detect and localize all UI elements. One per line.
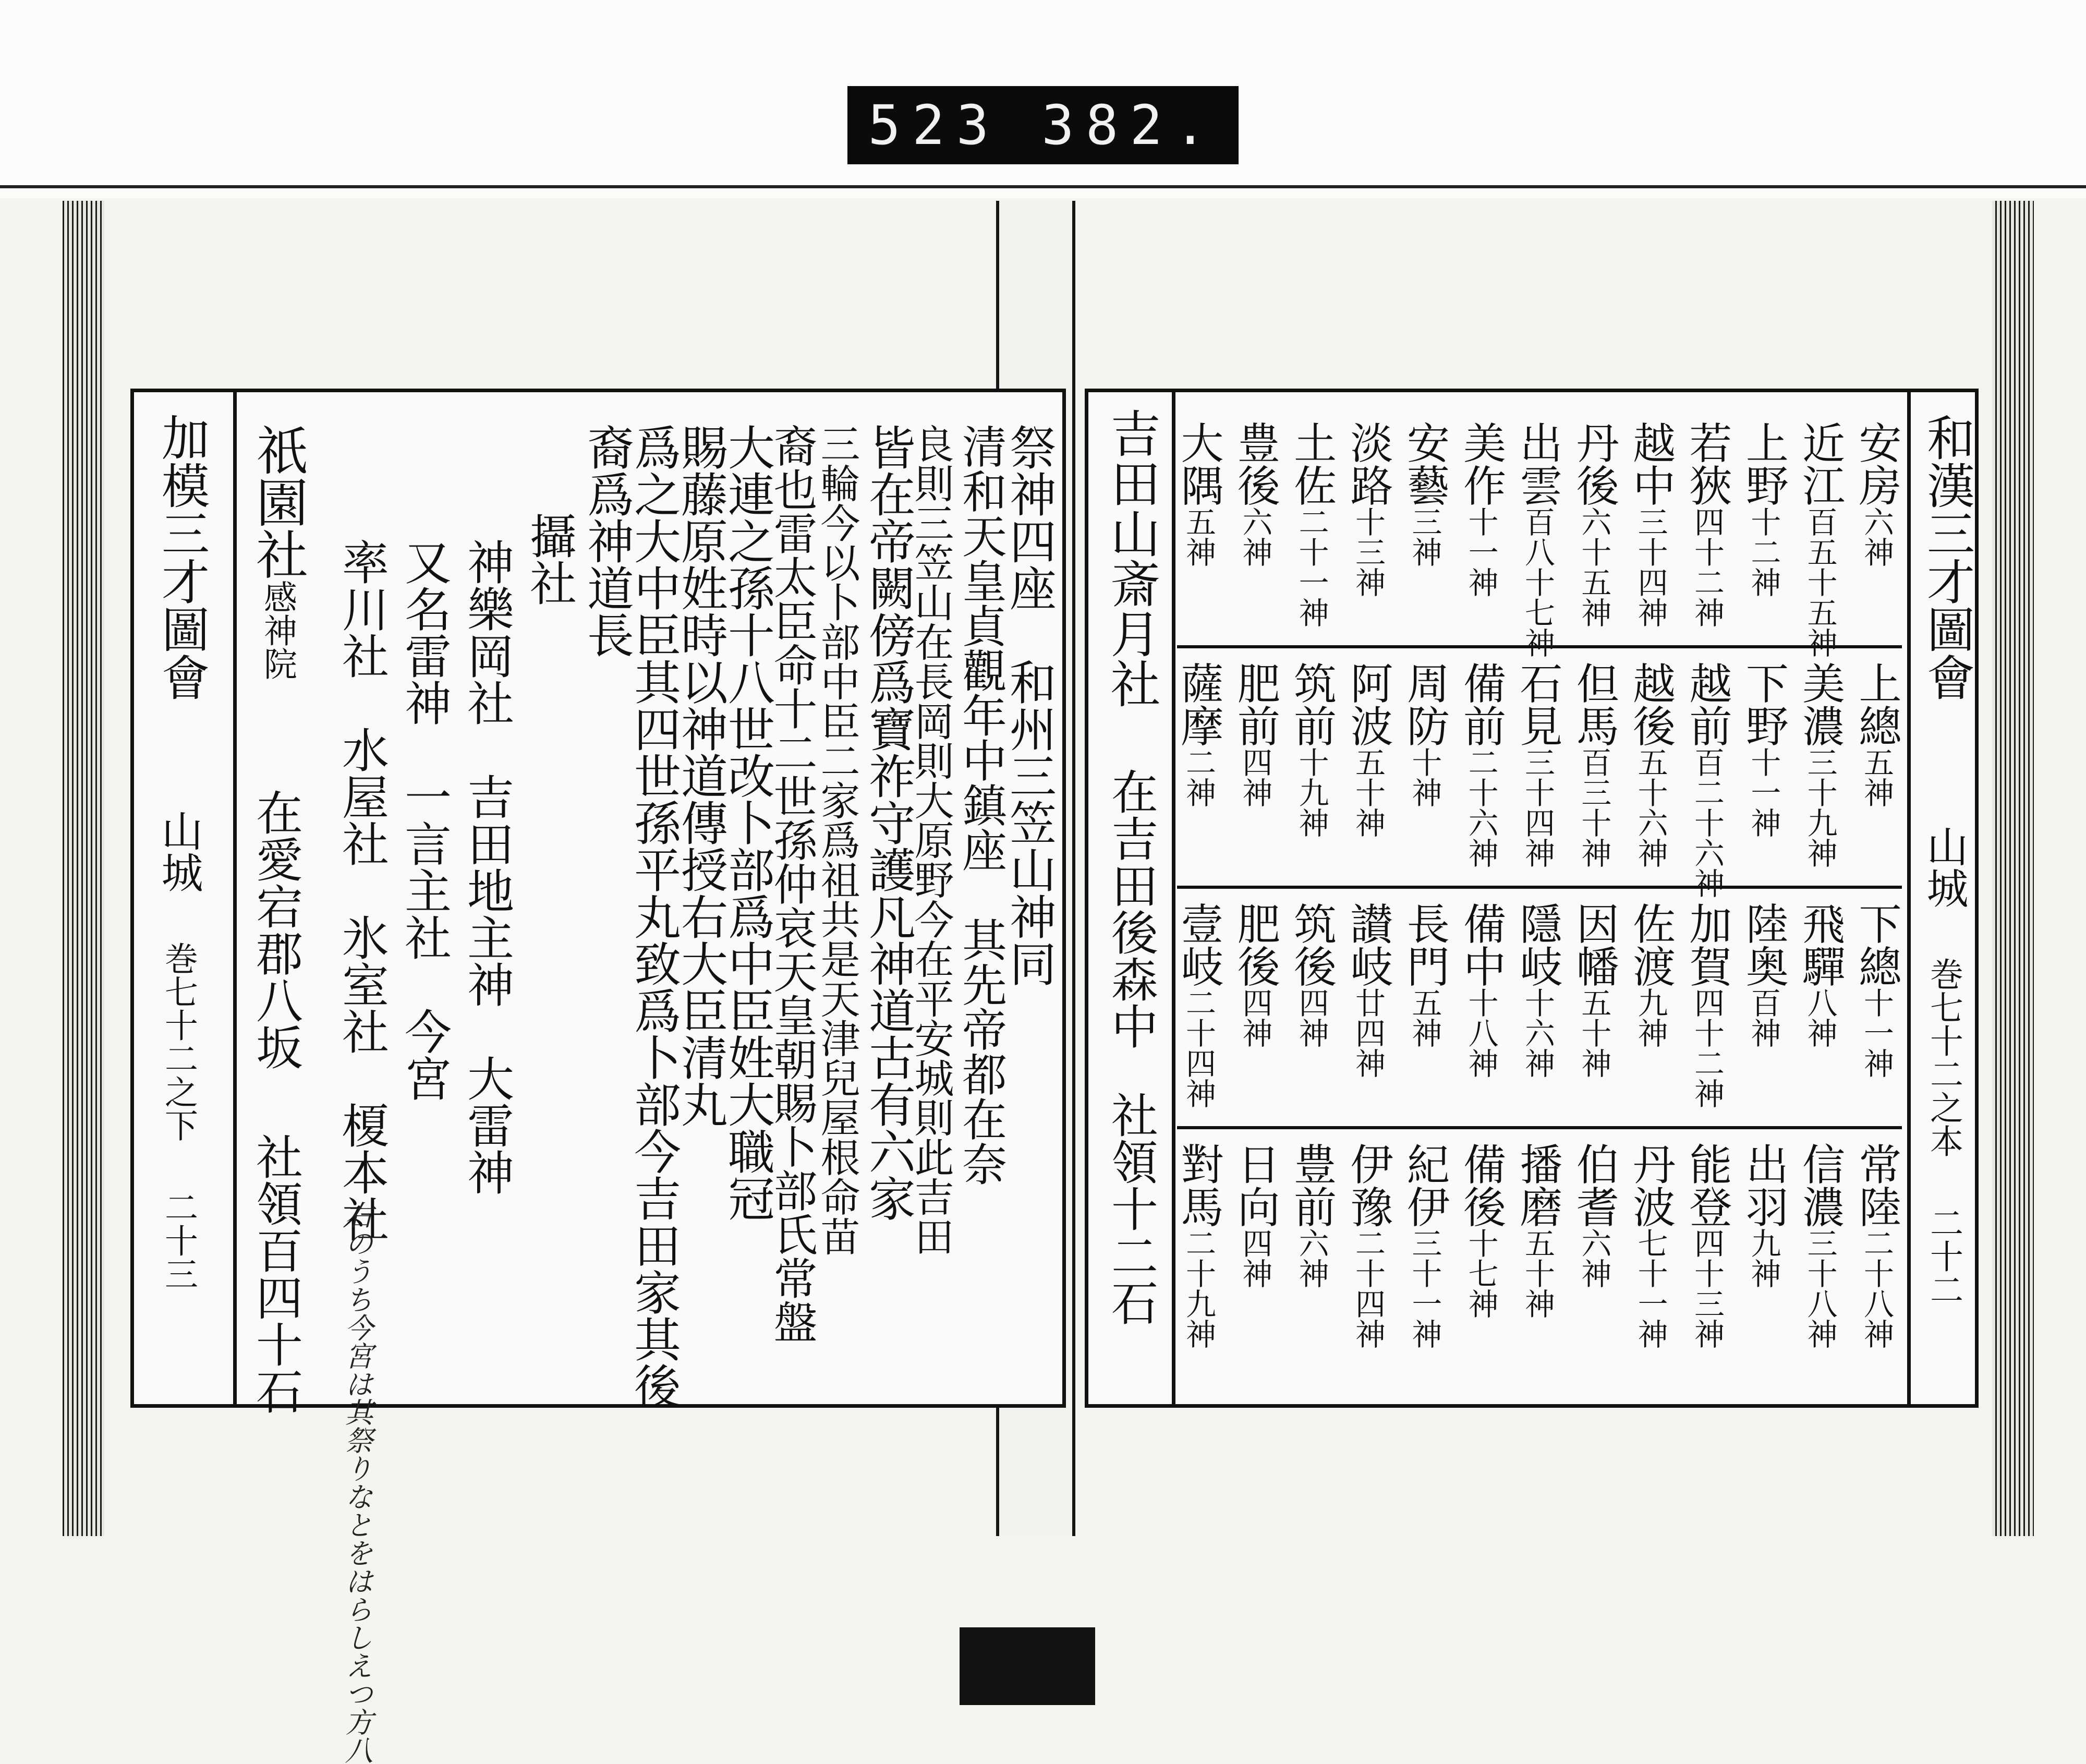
- shrine-count: 二神: [1181, 747, 1216, 807]
- handwritten-note: 右のうち今宮は其祭りなとをはらしえつ方八: [341, 1201, 373, 1764]
- subshrine-heading: 攝社: [522, 512, 576, 606]
- province-name: 加賀: [1682, 902, 1732, 987]
- shrine-count: 四神: [1237, 987, 1273, 1048]
- subshrine-col-1: 神樂岡社 吉田地主神 大雷神: [459, 538, 514, 1195]
- province-cell: [1513, 902, 1562, 1078]
- call-number-label: [847, 86, 1239, 164]
- province-cell: [1400, 1142, 1450, 1349]
- province-name: 壹岐: [1174, 902, 1223, 987]
- province-cell: [1795, 1142, 1845, 1349]
- province-name: 安房: [1852, 421, 1901, 506]
- yoshida-location: 在吉田後森中: [1103, 768, 1158, 1049]
- province-name: 丹波: [1626, 1142, 1676, 1228]
- shrine-count: 五神: [1181, 506, 1216, 567]
- shrine-count: 六神: [1576, 1228, 1612, 1288]
- left-margin-rule: [233, 392, 237, 1404]
- shrine-heading: 祇園社感神院: [247, 424, 308, 680]
- province-cell: [1852, 661, 1901, 807]
- province-cell: [1343, 1142, 1393, 1349]
- province-name: 長門: [1400, 902, 1450, 987]
- shrine-location: 在愛宕郡八坂: [248, 789, 302, 1070]
- shrine-count: 十三神: [1350, 506, 1386, 597]
- province-name: 讃岐: [1343, 902, 1393, 987]
- call-number-right: 382.: [1041, 93, 1218, 157]
- shrine-count: 三神: [1406, 506, 1442, 567]
- province-name: 飛驒: [1795, 902, 1845, 987]
- province-cell: [1343, 902, 1393, 1078]
- province-cell: [1569, 661, 1619, 868]
- scan-bottom-tab: [960, 1627, 1095, 1705]
- province-cell: [1287, 421, 1337, 627]
- province-name: 備前: [1456, 661, 1506, 747]
- province-name: 伊豫: [1343, 1142, 1393, 1228]
- shrine-count: 廿四神: [1350, 987, 1386, 1078]
- province-name: 伯耆: [1569, 1142, 1619, 1228]
- shrine-count: 百二十六神: [1689, 747, 1725, 898]
- province-name: 上總: [1852, 661, 1901, 747]
- call-number-left: 523: [868, 93, 1001, 157]
- province-cell: [1456, 902, 1506, 1078]
- province-cell: [1569, 1142, 1619, 1288]
- text-col-9: 爲之大中臣其四世孫平丸致爲卜部今吉田家其後: [626, 424, 681, 1409]
- shrine-count: 十六神: [1520, 987, 1555, 1078]
- province-name: 因幡: [1569, 902, 1619, 987]
- shrine-count: 三十四神: [1520, 747, 1555, 868]
- left-leaf-edge: [63, 201, 104, 1536]
- shrine-count: 五神: [1859, 747, 1894, 807]
- province-name: 越前: [1682, 661, 1732, 747]
- shrine-count: 六神: [1237, 506, 1273, 567]
- province-name: 備後: [1456, 1142, 1506, 1228]
- province-cell: [1626, 661, 1676, 868]
- shrine-count: 十一神: [1859, 987, 1894, 1078]
- shrine-count: 五十神: [1520, 1228, 1555, 1319]
- province-name: 對馬: [1174, 1142, 1223, 1228]
- shrine-count: 九神: [1745, 1228, 1781, 1288]
- text-col-10: 裔爲神道長: [579, 424, 634, 658]
- province-name: 豊前: [1287, 1142, 1337, 1228]
- shrine-count: 八神: [1802, 987, 1838, 1048]
- province-name: 筑後: [1287, 902, 1337, 987]
- yoshida-heading: 吉田山斎月社: [1102, 408, 1161, 708]
- province-name: 若狹: [1682, 421, 1732, 506]
- province-name: 美作: [1456, 421, 1506, 506]
- province-cell: [1400, 661, 1450, 807]
- province-cell: [1400, 421, 1450, 567]
- province-name: 下總: [1852, 902, 1901, 987]
- province-name: 播磨: [1513, 1142, 1562, 1228]
- province-name: 丹後: [1569, 421, 1619, 506]
- province-name: 大隅: [1174, 421, 1223, 506]
- shrine-count: 六神: [1293, 1228, 1329, 1288]
- shrine-count: 十一神: [1463, 506, 1499, 597]
- shrine-count: 七十一神: [1632, 1228, 1668, 1349]
- province-cell: [1174, 661, 1223, 807]
- shrine-count: 五神: [1406, 987, 1442, 1048]
- right-page: [1085, 389, 1979, 1408]
- province-cell: [1739, 1142, 1789, 1288]
- province-cell: [1230, 421, 1280, 567]
- shrine-count: 百神: [1745, 987, 1781, 1048]
- shrine-count: 二十四神: [1350, 1228, 1386, 1349]
- shrine-count: 二十八神: [1859, 1228, 1894, 1349]
- province-cell: [1174, 902, 1223, 1108]
- province-name: 但馬: [1569, 661, 1619, 747]
- province-cell: [1795, 421, 1845, 658]
- province-name: 常陸: [1852, 1142, 1901, 1228]
- province-name: 安藝: [1400, 421, 1450, 506]
- province-name: 美濃: [1795, 661, 1845, 747]
- shrine-count: 十九神: [1293, 747, 1329, 838]
- shrine-count: 百三十神: [1576, 747, 1612, 868]
- subshrine-col-3: 率川社 水屋社 氷室社 榎本社: [334, 538, 389, 1242]
- province-cell: [1852, 421, 1901, 567]
- province-shrine-table: [1174, 408, 1902, 1367]
- province-cell: [1513, 661, 1562, 868]
- yoshida-grant: 社領十二石: [1103, 1091, 1158, 1326]
- province-cell: [1287, 1142, 1337, 1288]
- province-cell: [1739, 421, 1789, 597]
- province-cell: [1174, 421, 1223, 567]
- province-name: 薩摩: [1174, 661, 1223, 747]
- text-col-7: 大連之孫十八世改卜部爲中臣姓大職冠: [720, 424, 774, 1222]
- province-cell: [1739, 661, 1789, 838]
- province-cell: [1569, 902, 1619, 1078]
- province-cell: [1626, 421, 1676, 627]
- province-name: 信濃: [1795, 1142, 1845, 1228]
- shrine-count: 九神: [1632, 987, 1668, 1048]
- province-name: 豊後: [1230, 421, 1280, 506]
- shrine-count: 五十神: [1576, 987, 1612, 1078]
- province-name: 肥前: [1230, 661, 1280, 747]
- province-cell: [1343, 661, 1393, 838]
- shrine-count: 四神: [1237, 1228, 1273, 1288]
- shrine-count: 三十一神: [1406, 1228, 1442, 1349]
- province-cell: [1682, 902, 1732, 1108]
- shrine-count: 二十一神: [1293, 506, 1329, 627]
- text-col-3: 良則三笠山在長岡則大原野今在平安城則此吉田: [908, 424, 954, 1256]
- text-col-4: 皆在帝闕傍爲寶祚守護凡神道古有六家: [860, 424, 915, 1222]
- left-margin-section: 山城 巻七十二之下 二十三: [154, 809, 203, 1290]
- province-name: 能登: [1682, 1142, 1732, 1228]
- province-cell: [1852, 902, 1901, 1078]
- text-col-5: 三輪今以卜部中臣二家爲祖共是天津兒屋根命苗: [814, 424, 860, 1256]
- province-name: 筑前: [1287, 661, 1337, 747]
- province-cell: [1682, 661, 1732, 898]
- province-name: 越中: [1626, 421, 1676, 506]
- shrine-count: 二十九神: [1181, 1228, 1216, 1349]
- shrine-count: 十七神: [1463, 1228, 1499, 1319]
- province-cell: [1795, 661, 1845, 868]
- shrine-count: 四十二神: [1689, 987, 1725, 1108]
- province-cell: [1682, 1142, 1732, 1349]
- province-cell: [1456, 1142, 1506, 1319]
- province-cell: [1682, 421, 1732, 627]
- shrine-count: 四神: [1237, 747, 1273, 807]
- shrine-count: 百八十七神: [1520, 506, 1555, 658]
- province-name: 出羽: [1739, 1142, 1789, 1228]
- table-band-3: [1174, 889, 1902, 1129]
- shrine-count: 三十四神: [1632, 506, 1668, 627]
- province-cell: [1569, 421, 1619, 627]
- province-name: 石見: [1513, 661, 1562, 747]
- shrine-count: 三十九神: [1802, 747, 1838, 868]
- province-cell: [1174, 1142, 1223, 1349]
- province-name: 佐渡: [1626, 902, 1676, 987]
- province-name: 出雲: [1513, 421, 1562, 506]
- province-cell: [1230, 1142, 1280, 1288]
- right-margin-section: 山城 巻七十二之本 二十二: [1920, 825, 1968, 1306]
- shrine-count: 四十三神: [1689, 1228, 1725, 1349]
- shrine-count: 百五十五神: [1802, 506, 1838, 658]
- province-cell: [1852, 1142, 1901, 1349]
- subshrine-col-2: 又名雷神 一言主社 今宮: [396, 538, 451, 1102]
- right-heading-rule: [1172, 392, 1175, 1404]
- province-name: 周防: [1400, 661, 1450, 747]
- left-page: [130, 389, 1066, 1764]
- province-name: 土佐: [1287, 421, 1337, 506]
- province-name: 近江: [1795, 421, 1845, 506]
- text-col-2: 清和天皇貞觀年中鎮座 其先帝都在奈: [954, 424, 1006, 1186]
- province-cell: [1230, 902, 1280, 1048]
- shrine-grant: 社領百四十石: [248, 1133, 302, 1415]
- table-band-4: [1174, 1129, 1902, 1367]
- province-cell: [1287, 661, 1337, 838]
- left-margin-title: 加模三才圖會: [154, 413, 210, 701]
- province-cell: [1626, 902, 1676, 1048]
- province-name: 阿波: [1343, 661, 1393, 747]
- province-cell: [1513, 1142, 1562, 1319]
- province-name: 下野: [1739, 661, 1789, 747]
- shrine-count: 二十四神: [1181, 987, 1216, 1108]
- province-cell: [1400, 902, 1450, 1048]
- province-cell: [1456, 661, 1506, 868]
- shrine-count: 二十六神: [1463, 747, 1499, 868]
- shrine-count: 六神: [1859, 506, 1894, 567]
- province-name: 越後: [1626, 661, 1676, 747]
- shrine-count: 十八神: [1463, 987, 1499, 1078]
- open-book: [63, 201, 2034, 1764]
- province-cell: [1456, 421, 1506, 597]
- province-cell: [1795, 902, 1845, 1048]
- province-name: 上野: [1739, 421, 1789, 506]
- shrine-count: 三十八神: [1802, 1228, 1838, 1349]
- province-cell: [1343, 421, 1393, 597]
- shrine-count: 五十神: [1350, 747, 1386, 838]
- shrine-count: 十二神: [1745, 506, 1781, 597]
- province-cell: [1230, 661, 1280, 807]
- shrine-count: 五十六神: [1632, 747, 1668, 868]
- shrine-count: 六十五神: [1576, 506, 1612, 627]
- province-cell: [1287, 902, 1337, 1048]
- province-cell: [1513, 421, 1562, 658]
- text-col-1: 祭神四座 和州三笠山神同: [1001, 424, 1056, 987]
- right-leaf-edge: [1992, 201, 2034, 1536]
- province-name: 淡路: [1343, 421, 1393, 506]
- province-name: 隱岐: [1513, 902, 1562, 987]
- table-band-1: [1174, 408, 1902, 658]
- province-cell: [1739, 902, 1789, 1048]
- text-col-8: 賜藤原姓時以神道傳授右大臣清丸: [673, 424, 727, 1128]
- province-name: 備中: [1456, 902, 1506, 987]
- province-name: 紀伊: [1400, 1142, 1450, 1228]
- right-margin-rule: [1907, 392, 1911, 1404]
- right-margin-title: 和漢三才圖會: [1919, 413, 1975, 701]
- province-cell: [1626, 1142, 1676, 1349]
- table-band-2: [1174, 648, 1902, 898]
- province-name: 日向: [1230, 1142, 1280, 1228]
- text-col-6: 裔也雷太臣命十二世孫仲哀天皇朝賜卜部氏常盤: [767, 424, 818, 1344]
- province-name: 肥後: [1230, 902, 1280, 987]
- top-rule: [0, 185, 2086, 188]
- shrine-count: 四神: [1293, 987, 1329, 1048]
- shrine-count: 十一神: [1745, 747, 1781, 838]
- province-name: 陸奥: [1739, 902, 1789, 987]
- shrine-count: 四十二神: [1689, 506, 1725, 627]
- shrine-count: 十神: [1406, 747, 1442, 807]
